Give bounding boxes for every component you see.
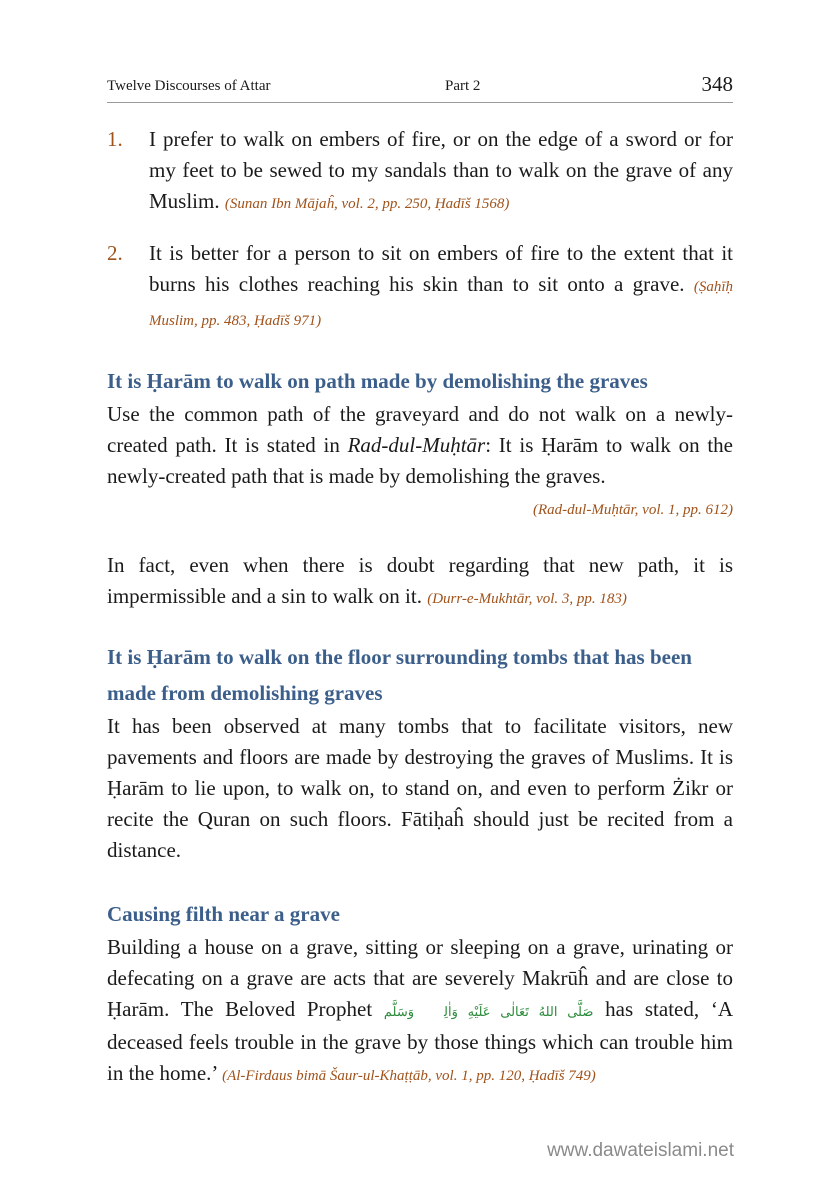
list-text: It is better for a person to sit on embers of fire to the extent that it burns his clothes reaching his skin than to sit onto a grave. (Ṣaḥīḥ Muslim, pp. 483, Ḥadīš 971) <box>149 241 733 329</box>
section-paragraph: Building a house on a grave, sitting or sleeping on a grave, urinating or defecating on a grave are acts that are severely Makrūĥ and are close to Ḥarām. The Beloved Prophet صَلَّى اللهُ تَعَالٰى عَلَيْهِ وَاٰلِهٖ وَسَلَّم has stated, ‘A deceased feels trouble in the grave by those things which can trouble him in the home.’ (Al-Firdaus bimā Šaur-ul-Khaṭṭāb, vol. 1, pp. 120, Ḥadīš 749) <box>107 935 733 1085</box>
section-reference-line <box>107 492 733 526</box>
section-paragraph: In fact, even when there is doubt regarding that new path, it is impermissible and a sin to walk on it. (Durr-e-Mukhtār, vol. 3, pp. 183) <box>107 553 733 608</box>
part-label: Part 2 <box>445 78 481 94</box>
book-title: Twelve Discourses of Attar <box>107 78 271 94</box>
reference: (Sunan Ibn Mājaĥ, vol. 2, pp. 250, Ḥadīš 1568) <box>224 196 510 212</box>
honorific-calligraphy: صَلَّى اللهُ تَعَالٰى عَلَيْهِ وَاٰلِهٖ وَسَلَّم <box>383 1004 594 1019</box>
page-number: 348 <box>701 72 733 96</box>
list-number: 2. <box>107 241 123 265</box>
page-header <box>107 74 733 103</box>
page-content <box>107 124 733 1092</box>
list-item <box>107 238 733 337</box>
section-heading: Causing filth near a grave <box>107 902 340 926</box>
section-paragraph: Use the common path of the graveyard and do not walk on a newly-created path. It is stated in Rad-dul-Muḥtār: It is Ḥarām to walk on the newly-created path that is made by demolishing the graves. <box>107 402 733 488</box>
reference: (Al-Firdaus bimā Šaur-ul-Khaṭṭāb, vol. 1, pp. 120, Ḥadīš 749) <box>222 1068 596 1084</box>
list-number: 1. <box>107 127 123 151</box>
reference: (Rad-dul-Muḥtār, vol. 1, pp. 612) <box>533 502 733 518</box>
website-footer: www.dawateislami.net <box>547 1140 734 1161</box>
section-paragraph: It has been observed at many tombs that to facilitate visitors, new pavements and floors are made by destroying the graves of Muslims. It is Ḥarām to lie upon, to walk on, to stand on, and even to perform Żikr or recite the Quran on such floors. Fātiḥaĥ should just be recited from a distance. <box>107 714 733 862</box>
reference: (Durr-e-Mukhtār, vol. 3, pp. 183) <box>427 591 627 607</box>
section-heading: It is Ḥarām to walk on the floor surrounding tombs that has been made from demolishing graves <box>107 645 692 705</box>
reference: (Ṣaḥīḥ Muslim, pp. 483, Ḥadīš 971) <box>149 279 733 329</box>
list-text: I prefer to walk on embers of fire, or on the edge of a sword or for my feet to be sewed to my sandals than to walk on the grave of any Muslim. (Sunan Ibn Mājaĥ, vol. 2, pp. 250, Ḥadīš 1568) <box>149 127 733 213</box>
list-item <box>107 124 733 220</box>
section-heading: It is Ḥarām to walk on path made by demolishing the graves <box>107 369 648 393</box>
